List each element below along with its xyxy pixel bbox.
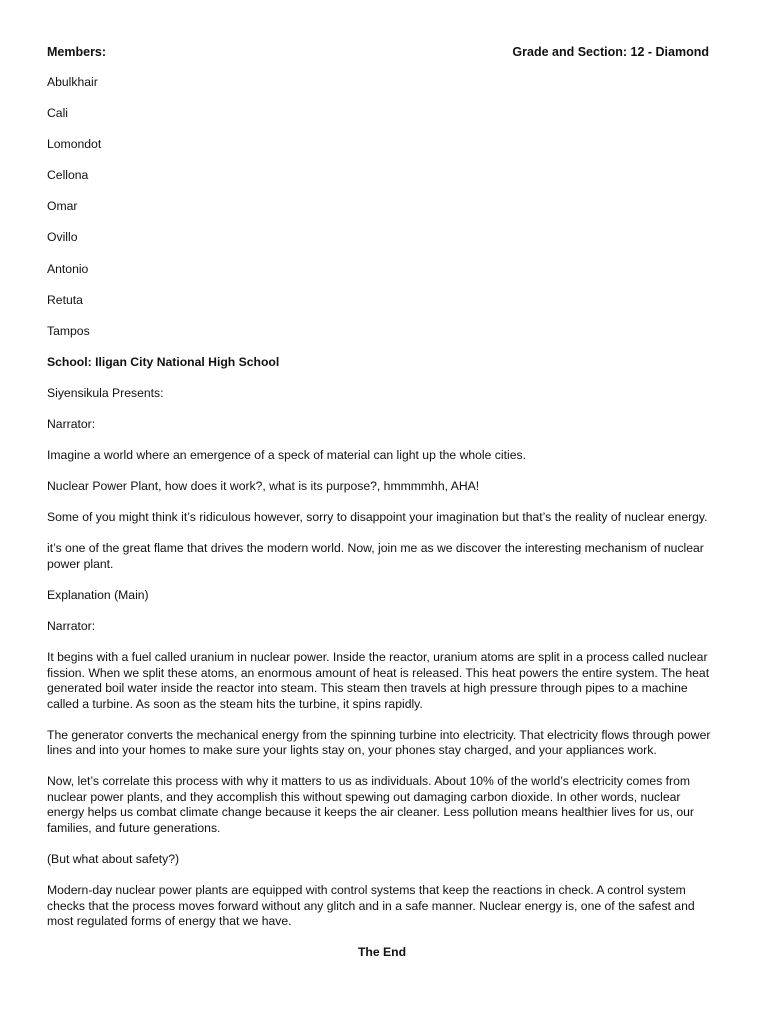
- member-name: Ovillo: [47, 230, 78, 245]
- body-paragraph: The generator converts the mechanical energy from the spinning turbine into electricity. That electricity flows through power lines and into your homes to make sure your lights stay on, your phones stay charged, and your appliances work.: [47, 727, 711, 758]
- intro-paragraph: it’s one of the great flame that drives the modern world. Now, join me as we discover the interesting mechanism of nuclear power plant.: [47, 541, 704, 571]
- body-paragraph: Modern-day nuclear power plants are equipped with control systems that keep the reactions in check. A control system checks that the process moves forward without any glitch and in a safe manner. Nuclear energy is, one of the safest and most regulated forms of energy that we have.: [47, 883, 695, 929]
- grade-section-label: Grade and Section: 12 - Diamond: [512, 45, 709, 59]
- member-name: Antonio: [47, 261, 89, 276]
- document-body: [47, 75, 717, 961]
- member-name: Cellona: [47, 168, 89, 183]
- intro-paragraph: Nuclear Power Plant, how does it work?, what is its purpose?, hmmmmhh, AHA!: [47, 479, 480, 494]
- intro-paragraph: Imagine a world where an emergence of a speck of material can light up the whole cities.: [47, 448, 526, 463]
- member-name: Tampos: [47, 323, 90, 338]
- school-name: School: Iligan City National High School: [47, 354, 280, 369]
- body-paragraph: It begins with a fuel called uranium in nuclear power. Inside the reactor, uranium atoms are split in a process called nuclear fission. When we split these atoms, an enormous amount of heat is released. This heat powers the entire system. The heat generated boil water inside the reactor into steam. This steam then travels at high pressure through pipes to a machine called a turbine. As soon as the steam hits the turbine, it spins rapidly.: [47, 650, 710, 711]
- member-name: Retuta: [47, 292, 83, 307]
- header-row: [47, 44, 709, 60]
- member-name: Omar: [47, 199, 78, 214]
- narrator-label: Narrator:: [47, 417, 96, 432]
- member-name: Abulkhair: [47, 75, 98, 89]
- presents-line: Siyensikula Presents:: [47, 385, 164, 400]
- members-label: Members:: [47, 45, 107, 59]
- safety-heading: (But what about safety?): [47, 851, 180, 866]
- member-name: Cali: [47, 106, 68, 121]
- intro-paragraph: Some of you might think it’s ridiculous however, sorry to disappoint your imagination but that’s the reality of nuclear energy.: [47, 510, 708, 525]
- member-name: Lomondot: [47, 137, 102, 152]
- explanation-heading: Explanation (Main): [47, 588, 149, 602]
- body-paragraph: Now, let’s correlate this process with why it matters to us as individuals. About 10% of the world’s electricity comes from nuclear power plants, and they accomplish this without spewing out damaging carbon dioxide. In other words, nuclear energy helps us combat climate change because it keeps the air cleaner. Less pollution means healthier lives for us, our families, and future generations.: [47, 774, 694, 835]
- narrator-label: Narrator:: [47, 619, 96, 634]
- the-end-label: The End: [357, 945, 407, 960]
